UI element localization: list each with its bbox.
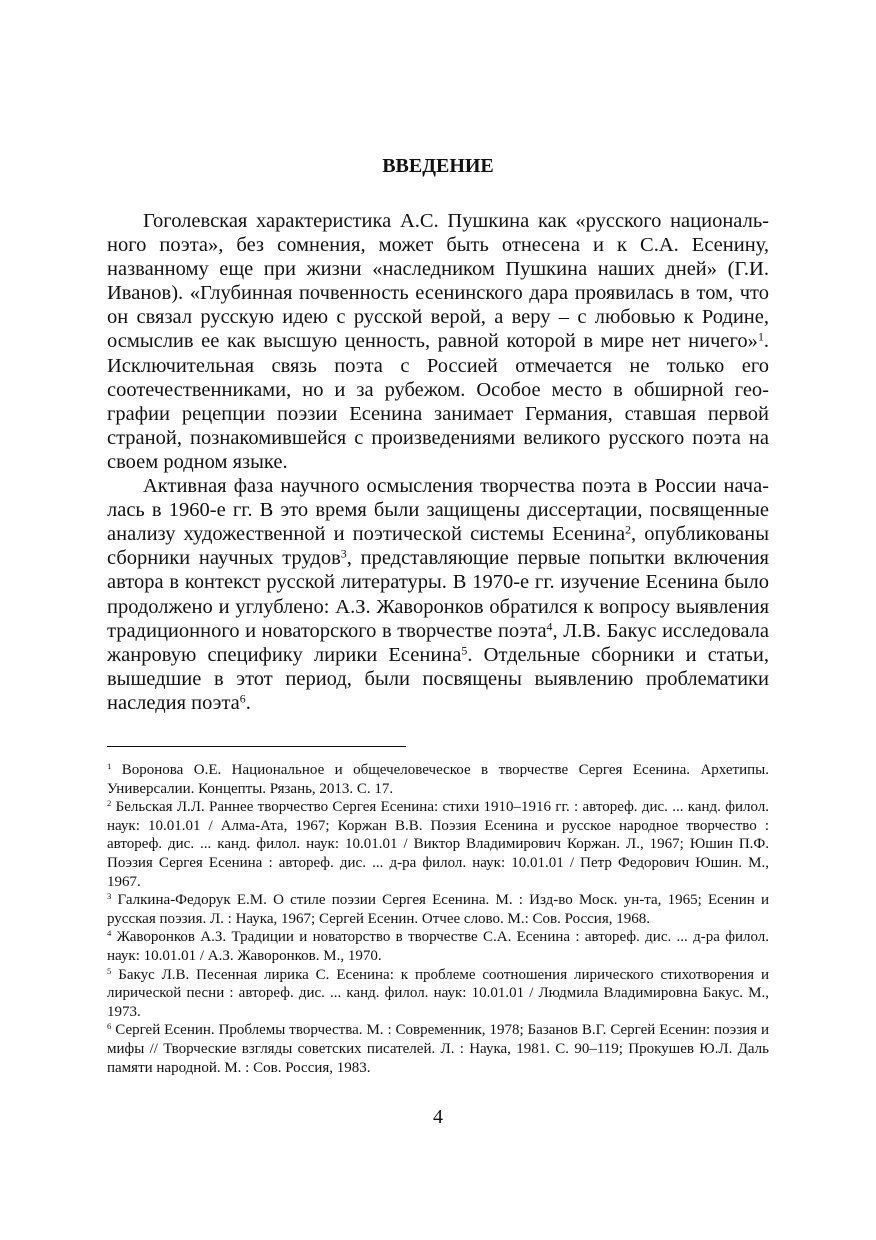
page-title: ВВЕДЕНИЕ <box>382 155 494 177</box>
paragraph-text: , представляющие первые попытки включения автора в контекст русской литературы. В 1970-е гг. изучение Есенина было продолжено и углублено: А.З. Жаворонков обратился к вопросу выявления традиционного и новаторского в творчестве поэта <box>107 547 769 642</box>
footnote-text: Галкина-Федорук Е.М. О стиле поэзии Сергея Есенина. М. : Изд-во Моск. ун-та, 1965; Есенин и русская поэзия. Л. : Наука, 1967; Сергей Есенин. Отчее слово. М.: Сов. Россия, 1968. <box>107 892 769 927</box>
footnote-text: Бельская Л.Л. Раннее творчество Сергея Есенина: стихи 1910–1916 гг. : автореф. дис. ... канд. филол. наук: 10.01.01 / Алма-Ата, 1967; Коржан В.В. Поэзия Есенина и русское народное творчество : автореф. дис. ... канд. филол. наук: 10.01.01 / Виктор Владимирович Коржан. Л., 1967; Юшин П.Ф. Поэзия Сергея Есенина : автореф. дис. ... д-ра филол. наук: 10.01.01 / Петр Федорович Юшин. М., 1967. <box>107 799 769 890</box>
footnote-ref[interactable]: 3 <box>340 546 347 561</box>
footnote <box>107 966 769 1022</box>
paragraph-text: , опубликованы сборники научных трудов <box>107 523 769 570</box>
footnote <box>107 1021 769 1077</box>
footnote-ref[interactable]: 2 <box>625 522 632 537</box>
footnote-text: Жаворонков А.З. Традиции и новаторство в творчестве С.А. Есенина : автореф. дис. ... д-ра филол. наук: 10.01.01 / А.З. Жаворонков. М., 1970. <box>107 929 769 964</box>
footnotes <box>107 761 769 1077</box>
footnote-number: 1 <box>107 761 112 772</box>
paragraph-text: Активная фаза научного осмысления творчества поэта в России началась в 1960-е гг. В это время были защищены диссертации, посвященные анализу художественной и поэтической системы Есенина <box>107 475 769 546</box>
body-text <box>107 209 769 715</box>
paragraph-2 <box>107 474 769 715</box>
footnote <box>107 798 769 891</box>
footnote-text: Бакус Л.В. Песенная лирика С. Есенина: к проблеме соотношения лирического стихотворения и лирической песни : автореф. дис. ... канд. филол. наук: 10.01.01 / Людмила Владимировна Бакус. М., 1973. <box>107 966 769 1020</box>
paragraph-text: Гоголевская характеристика А.С. Пушкина как «русского национального поэта», без сомнения, может быть отнесена и к С.А. Есенину, названному еще при жизни «наследником Пушкина наших дней» (Г.И. Иванов). «Глубинная почвенность есенинского дара проявилась в том, что он связал русскую идею с русской верой, а веру – с любовью к Родине, осмыслив ее как высшую ценность, равной которой в мире нет ничего» <box>107 210 769 353</box>
footnote-number: 5 <box>107 965 112 976</box>
footnote <box>107 891 769 928</box>
footnote-ref[interactable]: 1 <box>757 329 764 344</box>
footnote-ref[interactable]: 6 <box>239 691 246 706</box>
footnote <box>107 761 769 798</box>
footnote-text: Сергей Есенин. Проблемы творчества. М. : Современник, 1978; Базанов В.Г. Сергей Есенин: поэзия и мифы // Творческие взгляды советских писателей. Л. : Наука, 1981. С. 90–119; Прокушев Ю.Л. Даль памяти народной. М. : Сов. Россия, 1983. <box>107 1022 769 1076</box>
footnote-ref[interactable]: 4 <box>546 619 553 634</box>
paragraph-text: . Отдельные сборники и статьи, вышедшие в этот период, были посвящены выявлению проблематики наследия поэта <box>107 643 769 714</box>
paragraph-1 <box>107 209 769 474</box>
paragraph-text: . Исключительная связь поэта с Россией отмечается не только его соотечественниками, но и за рубежом. Особое место в обширной географии рецепции поэзии Есенина занимает Германия, ставшая первой страной, познакомившейся с произведениями великого русского поэта на своем родном языке. <box>107 330 769 473</box>
footnote-text: Воронова О.Е. Национальное и общечеловеческое в творчестве Сергея Есенина. Архетипы. Универсалии. Концепты. Рязань, 2013. С. 17. <box>107 762 769 797</box>
page-number: 4 <box>433 1106 443 1128</box>
footnote-number: 4 <box>107 928 112 939</box>
footnote-number: 3 <box>107 891 112 902</box>
paragraph-text: , Л.В. Бакус исследовала жанровую специфику лирики Есенина <box>107 619 769 666</box>
footnote-number: 6 <box>107 1021 112 1032</box>
footnote-divider <box>107 746 406 747</box>
footnote-number: 2 <box>107 798 112 809</box>
paragraph-text: . <box>245 691 251 714</box>
footnote <box>107 928 769 965</box>
footnote-ref[interactable]: 5 <box>461 643 468 658</box>
